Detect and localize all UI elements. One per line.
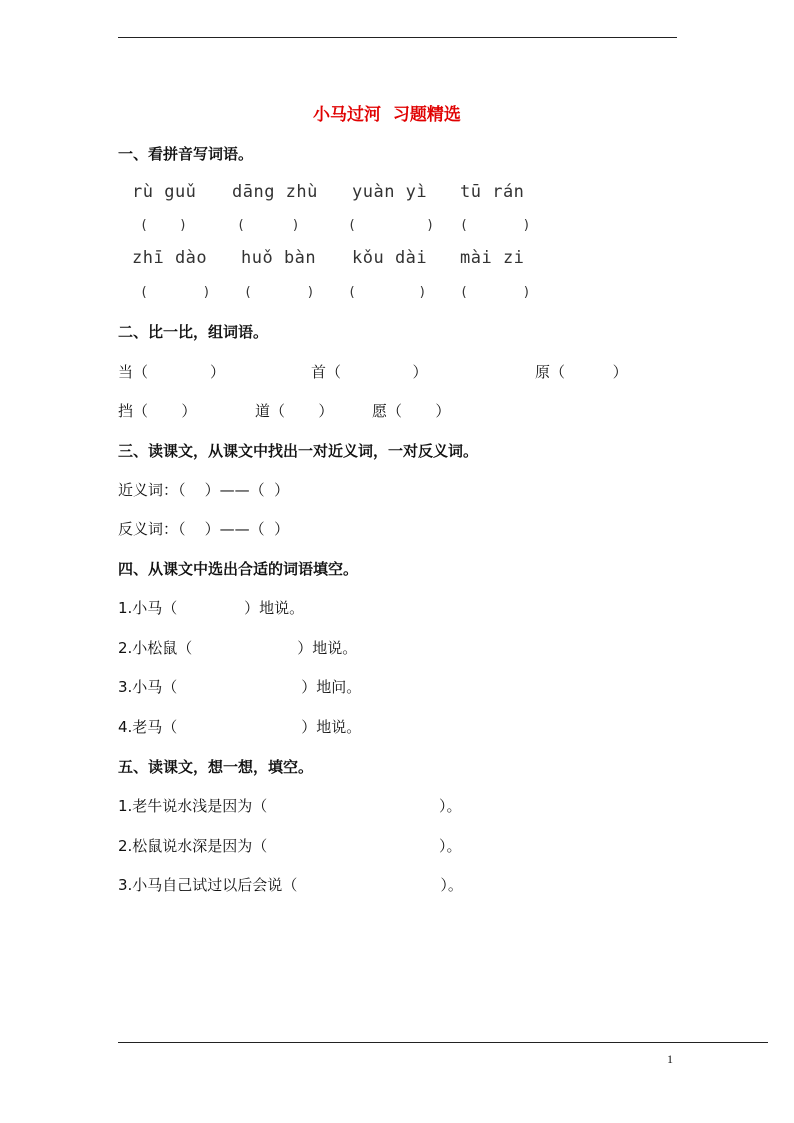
answer-blank-4[interactable]: ( ) xyxy=(460,218,531,233)
fill-item-3[interactable]: 3.小马（ ）地问。 xyxy=(118,678,362,696)
answer-blank-8[interactable]: ( ) xyxy=(460,285,531,300)
answer-blank-7[interactable]: ( ) xyxy=(348,285,427,300)
compound-dang2[interactable]: 挡（ ） xyxy=(118,402,197,420)
section-1-heading: 一、看拼音写词语。 xyxy=(118,145,254,163)
section-5-heading: 五、读课文，想一想，填空。 xyxy=(118,758,314,776)
answer-blank-6[interactable]: ( ) xyxy=(244,285,315,300)
reason-item-2[interactable]: 2.松鼠说水深是因为（ ）。 xyxy=(118,837,462,855)
pinyin-2: dāng zhù xyxy=(232,182,318,202)
answer-blank-3[interactable]: ( ) xyxy=(348,218,435,233)
reason-item-1[interactable]: 1.老牛说水浅是因为（ ）。 xyxy=(118,797,462,815)
section-2-heading: 二、比一比，组词语。 xyxy=(118,323,269,341)
fill-item-2[interactable]: 2.小松鼠（ ）地说。 xyxy=(118,639,358,657)
section-3-heading: 三、读课文，从课文中找出一对近义词，一对反义词。 xyxy=(118,442,479,460)
section-4-heading: 四、从课文中选出合适的词语填空。 xyxy=(118,560,359,578)
compound-yuan2[interactable]: 愿（ ） xyxy=(372,402,451,420)
pinyin-8: mài zi xyxy=(460,248,525,268)
compound-dao[interactable]: 道（ ） xyxy=(255,402,334,420)
pinyin-4: tū rán xyxy=(460,182,525,202)
fill-item-1[interactable]: 1.小马（ ）地说。 xyxy=(118,599,305,617)
reason-item-3[interactable]: 3.小马自己试过以后会说（ ）。 xyxy=(118,876,463,894)
answer-blank-1[interactable]: ( ) xyxy=(140,218,187,233)
fill-item-4[interactable]: 4.老马（ ）地说。 xyxy=(118,718,362,736)
answer-blank-2[interactable]: ( ) xyxy=(237,218,300,233)
pinyin-5: zhī dào xyxy=(132,248,208,268)
synonym-line[interactable]: 近义词：（ ）——（ ） xyxy=(118,481,290,499)
antonym-line[interactable]: 反义词：（ ）——（ ） xyxy=(118,520,290,538)
pinyin-3: yuàn yì xyxy=(352,182,428,202)
compound-yuan[interactable]: 原（ ） xyxy=(535,363,628,381)
pinyin-7: kǒu dài xyxy=(352,248,428,268)
answer-blank-5[interactable]: ( ) xyxy=(140,285,211,300)
compound-dang[interactable]: 当（ ） xyxy=(118,363,225,381)
pinyin-1: rù guǔ xyxy=(132,182,197,202)
page-number: 1 xyxy=(667,1052,673,1066)
footer-rule xyxy=(118,1042,768,1043)
header-rule xyxy=(118,37,677,38)
compound-shou[interactable]: 首（ ） xyxy=(311,363,428,381)
pinyin-6: huǒ bàn xyxy=(241,248,317,268)
page-title: 小马过河 习题精选 xyxy=(313,105,461,125)
